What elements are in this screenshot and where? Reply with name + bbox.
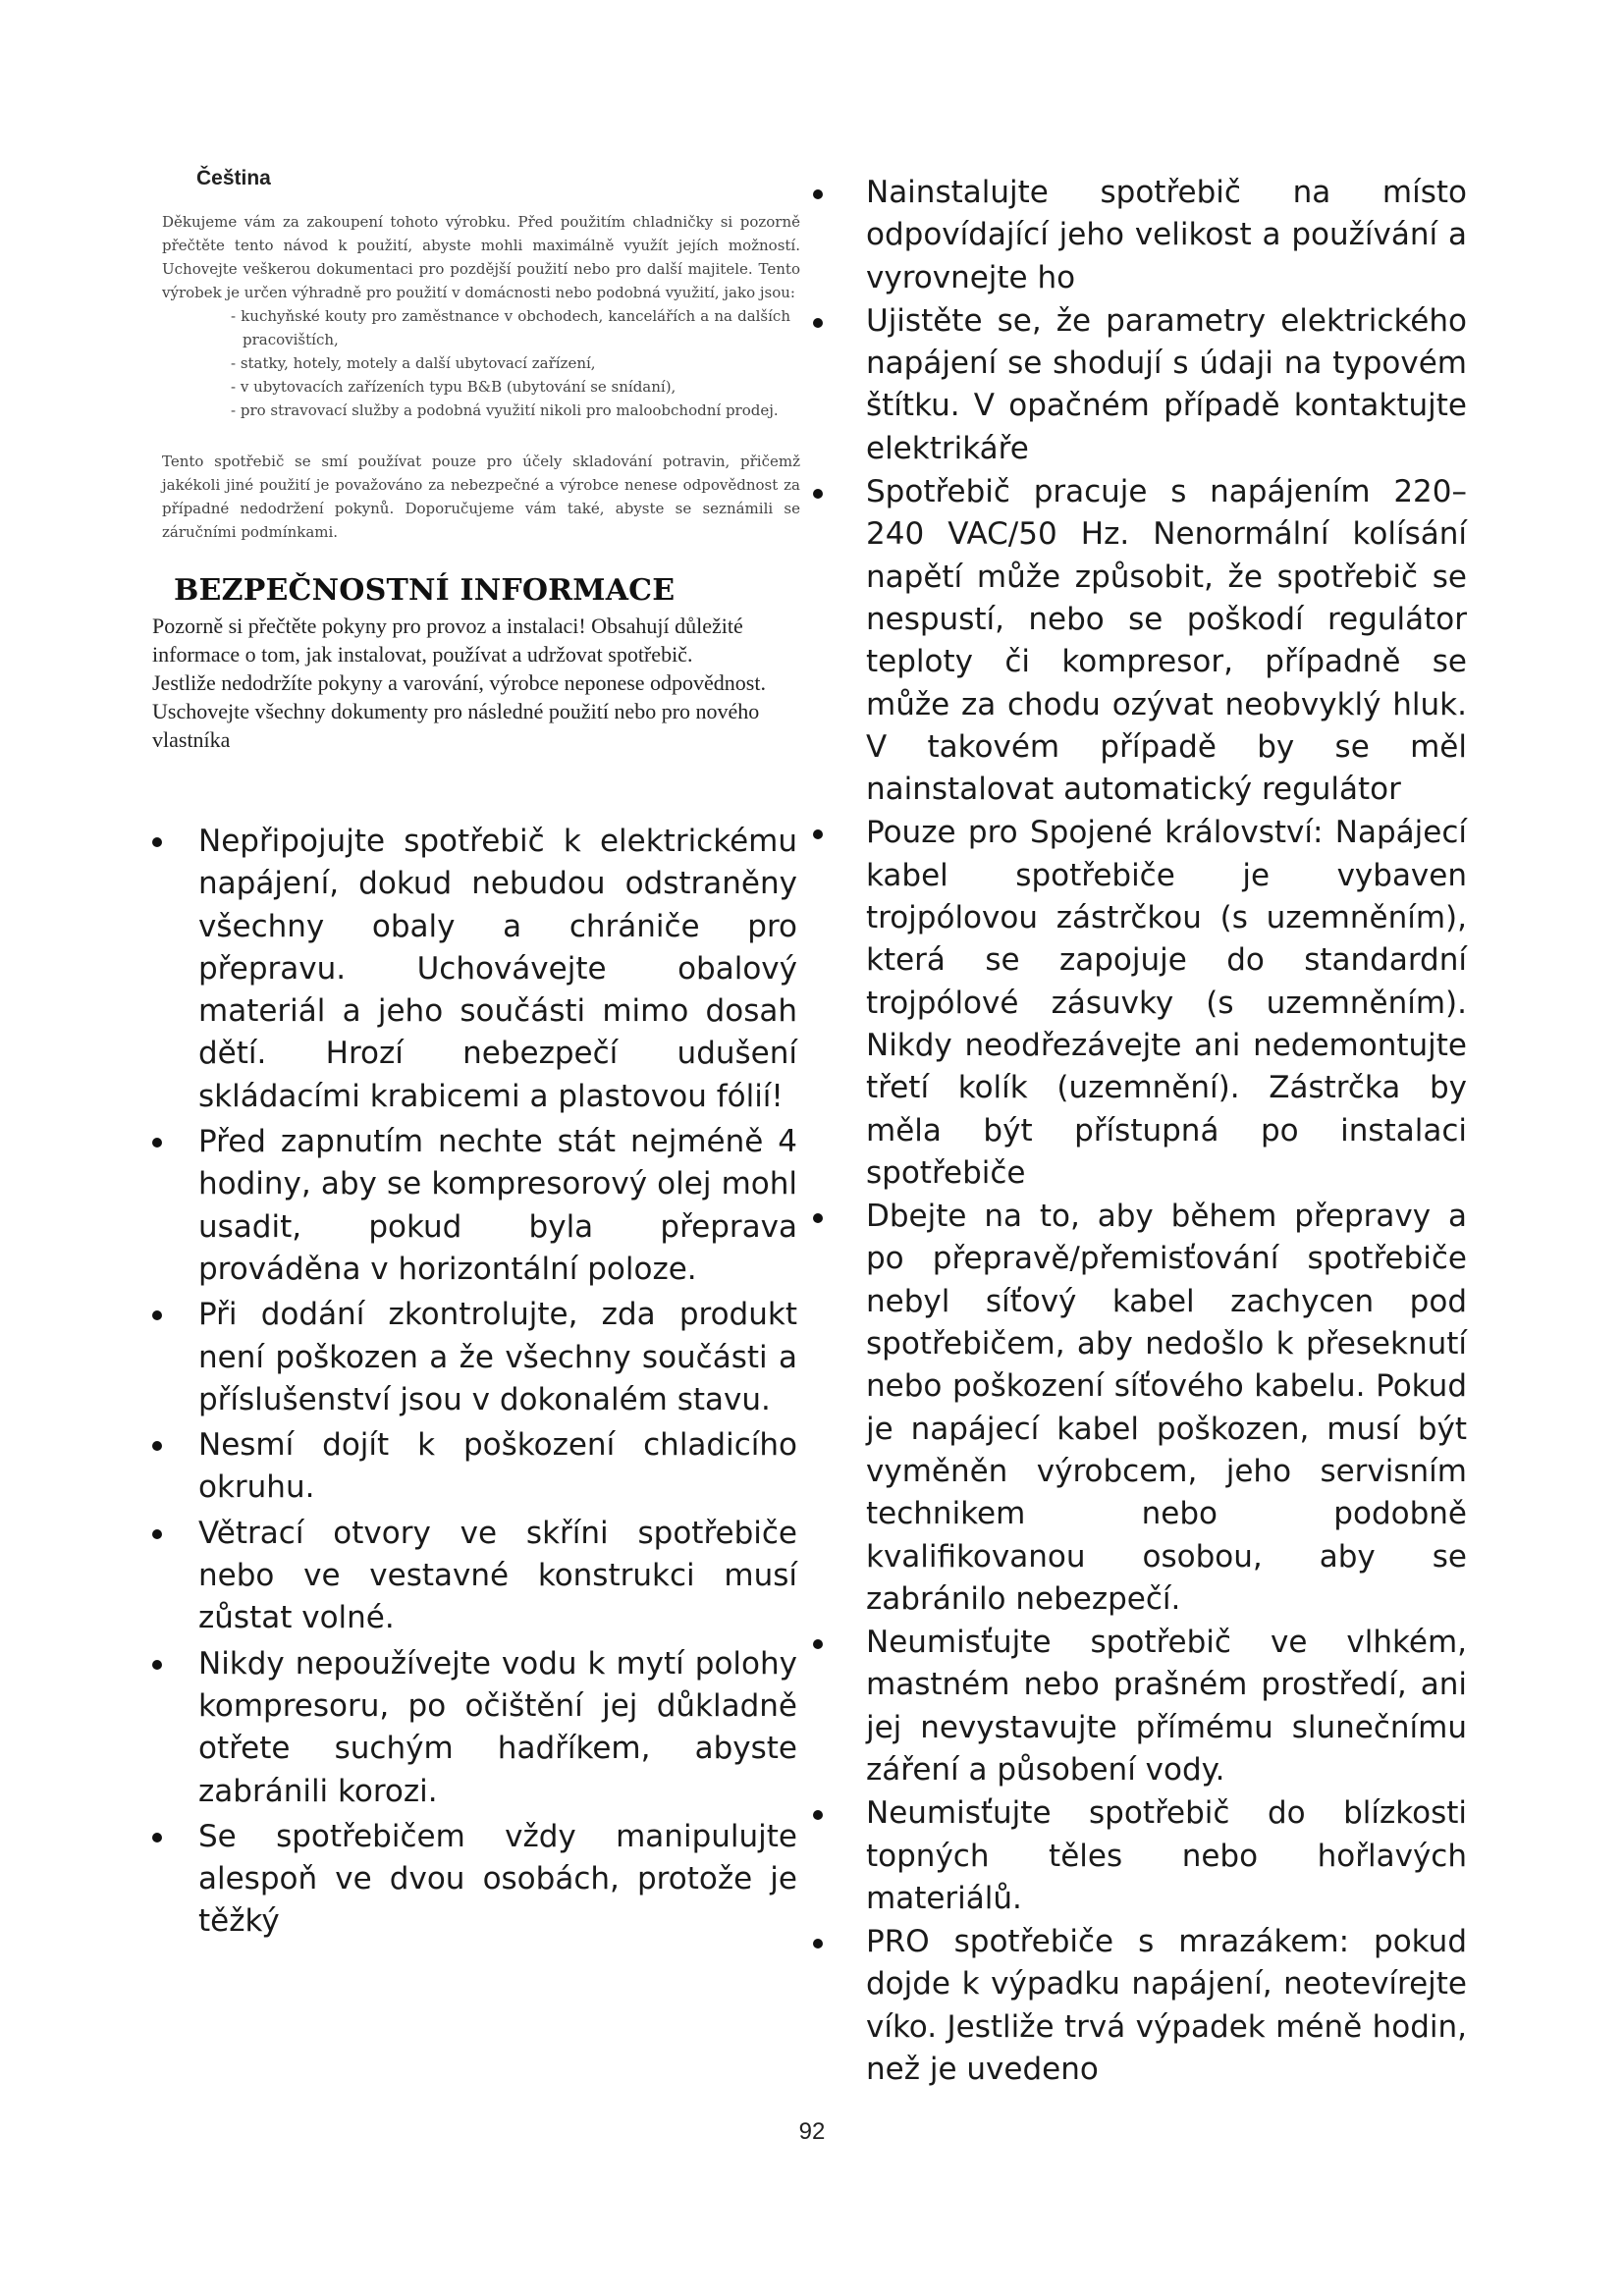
bullet-icon: [813, 1639, 823, 1649]
safety-item-text: Pouze pro Spojené království: Napájecí kabel spotřebiče je vybaven trojpólovou zástrčkou (s uzemněním), která se zapojuje do standardní trojpólové zásuvky (s uzemněním). Nikdy neodřezávejte ani nedemontujte třetí kolík (uzemnění). Zástrčka by měla být přístupná po instalaci spotřebiče: [866, 815, 1467, 1191]
safety-item: [813, 300, 1467, 470]
intended-use-item: - v ubytovacích zařízeních typu B&B (ubytování se snídaní),: [231, 378, 677, 396]
page-number: 92: [798, 2118, 826, 2145]
safety-intro-line: Pozorně si přečtěte pokyny pro provoz a instalaci! Obsahují důležité informace o tom, jak instalovat, používat a udržovat spotřebič.: [152, 614, 743, 667]
bullet-icon: [813, 1810, 823, 1820]
intro-paragraph: Děkujeme vám za zakoupení tohoto výrobku. Před použitím chladničky si pozorně přečtěte tento návod k použití, abyste mohli maximálně využít jejích možností. Uchovejte veškerou dokumentaci pro pozdější použití nebo pro další majitele. Tento výrobek je určen výhradně pro použití v domácnosti nebo podobná využití, jako jsou:: [162, 213, 800, 301]
bullet-icon: [813, 318, 823, 328]
safety-item: [152, 1424, 797, 1510]
bullet-icon: [152, 837, 162, 847]
bullet-icon: [152, 1529, 162, 1539]
safety-item-text: Nainstalujte spotřebič na místo odpovídající jeho velikost a používání a vyrovnejte ho: [866, 175, 1467, 295]
safety-item: [152, 1816, 797, 1944]
safety-item-text: Nepřipojujte spotřebič k elektrickému napájení, dokud nebudou odstraněny všechny obaly a chrániče pro přepravu. Uchovávejte obalový materiál a jeho součásti mimo dosah dětí. Hrozí nebezpečí udušení skládacími krabicemi a plastovou fólií!: [198, 824, 797, 1114]
safety-item: [813, 1921, 1467, 2091]
safety-item: [813, 812, 1467, 1195]
intended-use-item: - statky, hotely, motely a další ubytovací zařízení,: [231, 354, 596, 372]
safety-item: [813, 471, 1467, 811]
intro-disclaimer: Tento spotřebič se smí používat pouze pro účely skladování potravin, přičemž jakékoli jiné použití je považováno za nebezpečné a výrobce nenese odpovědnost za případné nedodržení pokynů. Doporučujeme vám také, abyste se seznámili se záručními podmínkami.: [162, 453, 800, 541]
bullet-icon: [813, 189, 823, 199]
safety-item: [813, 1196, 1467, 1621]
safety-item: [813, 172, 1467, 299]
safety-item-text: Neumisťujte spotřebič do blízkosti topných těles nebo hořlavých materiálů.: [866, 1795, 1467, 1916]
safety-item: [152, 1121, 797, 1291]
safety-intro-line: Jestliže nedodržíte pokyny a varování, výrobce neponese odpovědnost. Uschovejte všechny dokumenty pro následné použití nebo pro nového vlastníka: [152, 670, 766, 752]
safety-item: [152, 821, 797, 1118]
bullet-icon: [813, 829, 823, 839]
intended-use-item: - pro stravovací služby a podobná využití nikoli pro maloobchodní prodej.: [231, 401, 779, 419]
safety-item-text: Před zapnutím nechte stát nejméně 4 hodiny, aby se kompresorový olej mohl usadit, pokud byla přeprava prováděna v horizontální poloze.: [198, 1124, 797, 1287]
bullet-icon: [813, 489, 823, 499]
safety-heading: BEZPEČNOSTNÍ INFORMACE: [174, 573, 676, 608]
safety-item-text: Neumisťujte spotřebič ve vlhkém, mastném nebo prašném prostředí, ani jej nevystavujte přímému slunečnímu záření a působení vody.: [866, 1625, 1467, 1788]
bullet-icon: [813, 1939, 823, 1949]
language-heading: Čeština: [196, 167, 271, 189]
safety-item: [813, 1622, 1467, 1791]
safety-item: [813, 1792, 1467, 1920]
safety-item-text: Nesmí dojít k poškození chladicího okruhu.: [198, 1427, 797, 1506]
safety-item: [152, 1643, 797, 1813]
safety-list-right: [813, 172, 1471, 2091]
safety-item-text: PRO spotřebiče s mrazákem: pokud dojde k výpadku napájení, neotevírejte víko. Jestliže trvá výpadek méně hodin, než je uvedeno: [866, 1924, 1467, 2088]
safety-item-text: Dbejte na to, aby během přepravy a po přepravě/přemisťování spotřebiče nebyl síťový kabel zachycen pod spotřebičem, aby nedošlo k přeseknutí nebo poškození síťového kabelu. Pokud je napájecí kabel poškozen, musí být vyměněn výrobcem, jeho servisním technikem nebo podobně kvalifikovanou osobou, aby se zabránilo nebezpečí.: [866, 1199, 1467, 1617]
bullet-icon: [152, 1138, 162, 1148]
safety-item-text: Nikdy nepoužívejte vodu k mytí polohy kompresoru, po očištění jej důkladně otřete suchým hadříkem, abyste zabránili korozi.: [198, 1645, 797, 1809]
bullet-icon: [152, 1660, 162, 1670]
safety-item-text: Větrací otvory ve skříni spotřebiče nebo ve vestavné konstrukci musí zůstat volné.: [198, 1515, 797, 1636]
safety-item-text: Při dodání zkontrolujte, zda produkt není poškozen a že všechny součásti a příslušenství jsou v dokonalém stavu.: [198, 1297, 797, 1417]
safety-item-text: Spotřebič pracuje s napájením 220–240 VAC/50 Hz. Nenormální kolísání napětí může způsobit, že spotřebič se nespustí, nebo se poškodí regulátor teploty či kompresor, případně se může za chodu ozývat neobvyklý hluk. V takovém případě by se měl nainstalovat automatický regulátor: [866, 474, 1467, 808]
intended-use-item: - kuchyňské kouty pro zaměstnance v obchodech, kancelářích a na dalších pracovištích,: [231, 307, 790, 348]
bullet-icon: [152, 1310, 162, 1320]
intended-uses-list: [231, 304, 790, 422]
left-column: [152, 167, 800, 1947]
bullet-icon: [152, 1833, 162, 1842]
safety-intro: [152, 612, 781, 754]
safety-item: [152, 1513, 797, 1640]
bullet-icon: [152, 1441, 162, 1451]
safety-item-text: Se spotřebičem vždy manipulujte alespoň ve dvou osobách, protože je těžký: [198, 1818, 797, 1940]
safety-item: [152, 1294, 797, 1421]
bullet-icon: [813, 1213, 823, 1223]
safety-item-text: Ujistěte se, že parametry elektrického napájení se shodují s údaji na typovém štítku. V opačném případě kontaktujte elektrikáře: [866, 302, 1467, 466]
right-column: [813, 172, 1471, 2092]
safety-list-left: [152, 821, 800, 1944]
intro-block: [162, 210, 800, 544]
